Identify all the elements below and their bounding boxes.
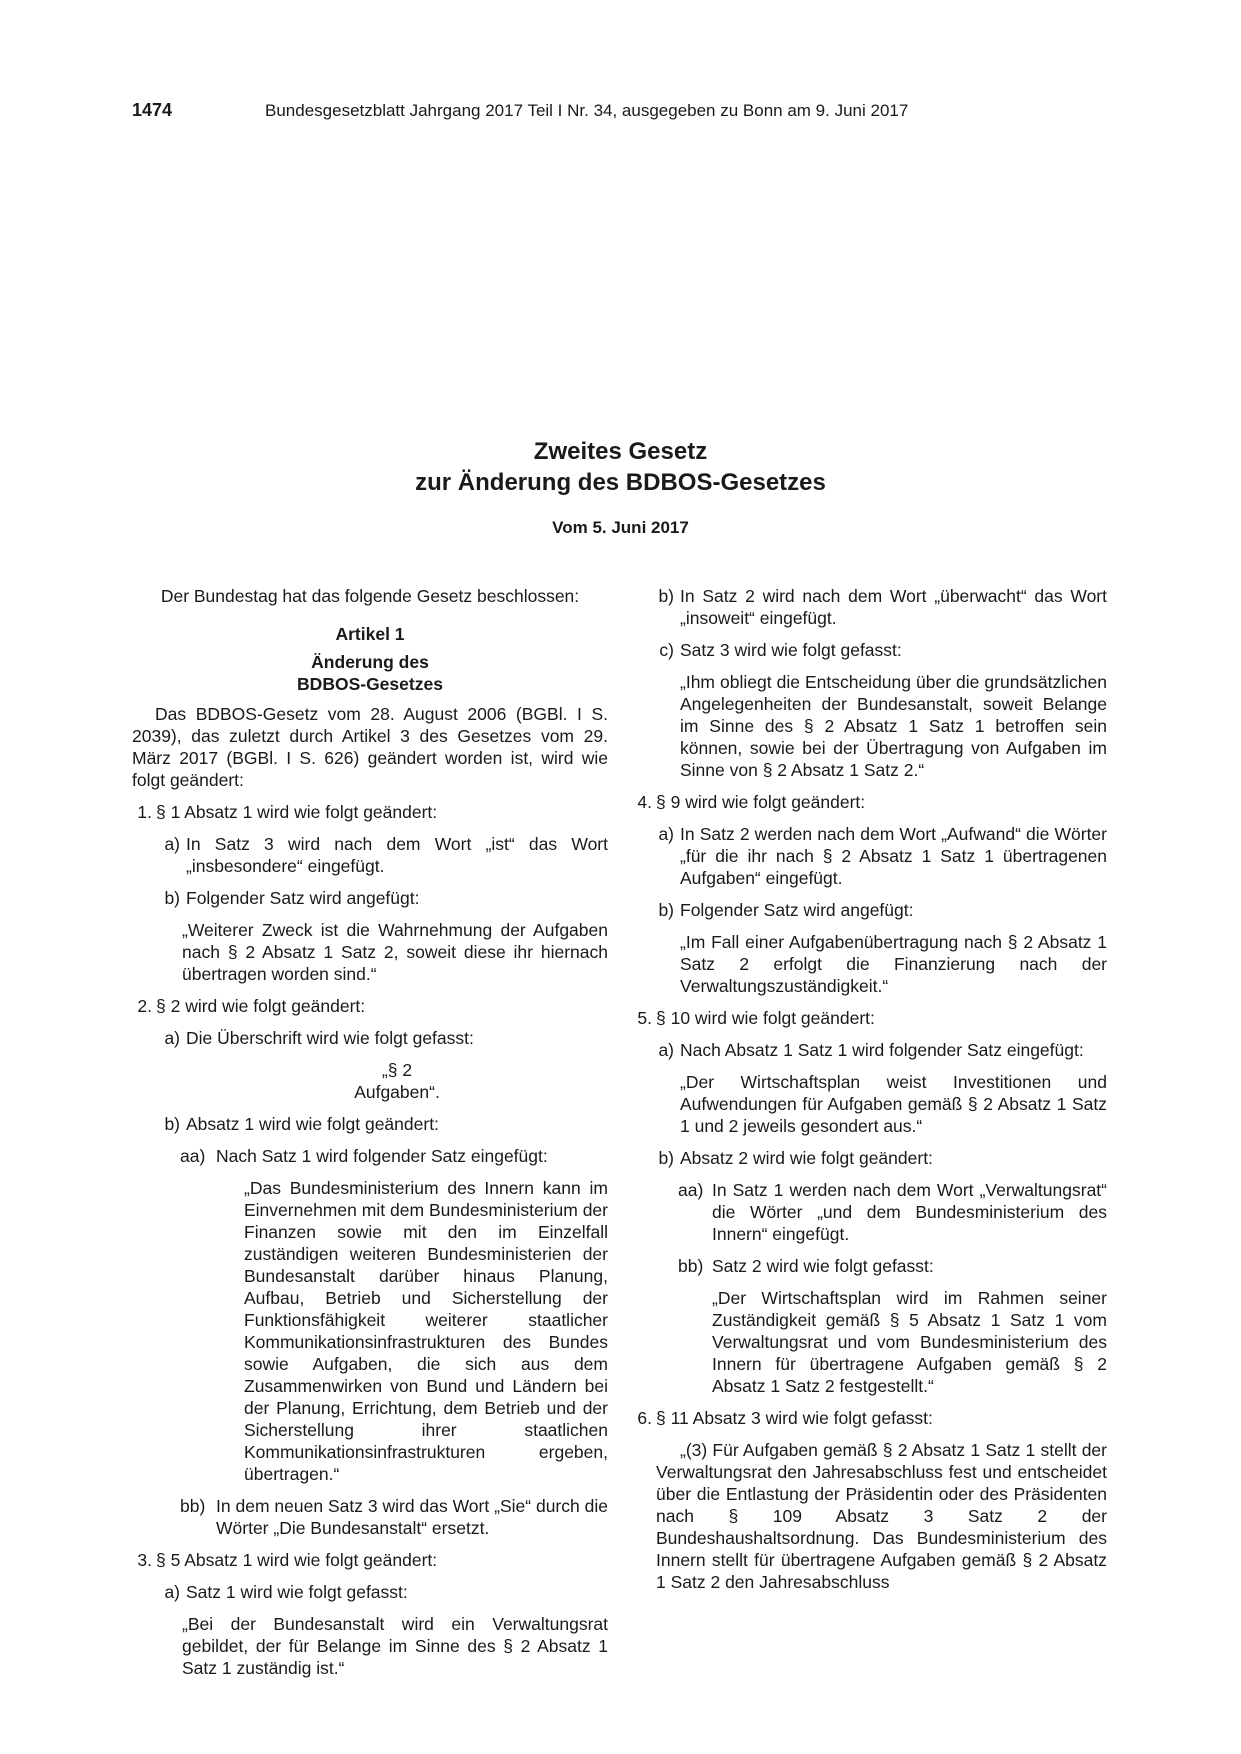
left-column: [132, 585, 608, 1689]
article-number: Artikel 1: [335, 624, 405, 644]
item-label: bb): [678, 1256, 704, 1276]
item-label: aa): [180, 1146, 206, 1166]
quoted-heading-title: Aufgaben“.: [354, 1082, 440, 1102]
item-label: 4.: [637, 792, 652, 812]
item-text: § 10 wird wie folgt geändert:: [656, 1008, 875, 1028]
item-label: b): [658, 1148, 674, 1168]
item-text: In dem neuen Satz 3 wird das Wort „Sie“ durch die Wörter „Die Bundesanstalt“ ersetzt.: [216, 1496, 608, 1538]
list-item: [632, 1007, 1107, 1029]
quoted-text: „(3) Für Aufgaben gemäß § 2 Absatz 1 Satz 1 stellt der Verwaltungsrat den Jahresabschluss fest und entscheidet über die Entlastung der Präsidentin oder des Präsidenten nach § 109 Absatz 3 Satz 2 der Bundeshaushaltsordnung. Das Bundesministerium des Innern stellt für übertragene Aufgaben gemäß § 2 Absatz 1 Satz 2 den Jahresabschluss: [656, 1440, 1107, 1592]
item-label: 6.: [637, 1408, 652, 1428]
list-item: [132, 1549, 608, 1571]
list-item: [132, 1581, 608, 1603]
quoted-text: „Im Fall einer Aufgabenübertragung nach § 2 Absatz 1 Satz 2 erfolgt die Finanzierung nach der Verwaltungszuständigkeit.“: [680, 932, 1107, 996]
item-text: In Satz 2 werden nach dem Wort „Aufwand“ die Wörter „für die ihr nach § 2 Absatz 1 Satz 1 übertragenen Aufgaben“ eingefügt.: [680, 824, 1107, 888]
list-item: [132, 833, 608, 877]
item-label: 5.: [637, 1008, 652, 1028]
item-label: b): [658, 586, 674, 606]
list-item: [632, 639, 1107, 661]
item-text: § 1 Absatz 1 wird wie folgt geändert:: [156, 802, 438, 822]
list-item: [132, 1027, 608, 1049]
item-label: aa): [678, 1180, 704, 1200]
item-label: b): [658, 900, 674, 920]
item-text: In Satz 1 werden nach dem Wort „Verwaltungsrat“ die Wörter „und dem Bundesministerium des Innern“ eingefügt.: [712, 1180, 1107, 1244]
item-text: Nach Absatz 1 Satz 1 wird folgender Satz eingefügt:: [680, 1040, 1084, 1060]
item-text: Absatz 1 wird wie folgt geändert:: [186, 1114, 439, 1134]
item-label: b): [164, 1114, 180, 1134]
list-item: [632, 823, 1107, 889]
item-text: In Satz 2 wird nach dem Wort „überwacht“ das Wort „insoweit“ eingefügt.: [680, 586, 1107, 628]
item-text: In Satz 3 wird nach dem Wort „ist“ das Wort „insbesondere“ eingefügt.: [186, 834, 608, 876]
item-text: § 2 wird wie folgt geändert:: [156, 996, 366, 1016]
item-text: § 5 Absatz 1 wird wie folgt geändert:: [156, 1550, 438, 1570]
item-label: b): [164, 888, 180, 908]
list-item: [632, 1179, 1107, 1245]
list-item: [132, 887, 608, 909]
item-label: c): [659, 640, 674, 660]
item-label: a): [658, 1040, 674, 1060]
page-number: 1474: [132, 100, 173, 120]
item-text: Folgender Satz wird angefügt:: [186, 888, 420, 908]
law-date: Vom 5. Juni 2017: [552, 518, 689, 537]
list-item: [632, 1407, 1107, 1429]
item-text: Folgender Satz wird angefügt:: [680, 900, 914, 920]
enactment-clause: Der Bundestag hat das folgende Gesetz beschlossen:: [160, 586, 580, 606]
law-title-line2: zur Änderung des BDBOS-Gesetzes: [415, 469, 826, 496]
list-item: [132, 1145, 608, 1167]
page-header: [132, 100, 1112, 128]
list-item: [632, 1039, 1107, 1061]
quoted-text: „Der Wirtschaftsplan weist Investitionen und Aufwendungen für Aufgaben gemäß § 2 Absatz 1 Satz 1 und 2 jeweils gesondert aus.“: [680, 1072, 1107, 1136]
list-item: [132, 995, 608, 1017]
article-title-line1: Änderung des: [311, 652, 429, 672]
article-title-line2: BDBOS-Gesetzes: [297, 674, 443, 694]
item-label: a): [164, 1582, 180, 1602]
article-preamble: Das BDBOS-Gesetz vom 28. August 2006 (BGBl. I S. 2039), das zuletzt durch Artikel 3 des Gesetzes vom 29. März 2017 (BGBl. I S. 626) geändert worden ist, wird wie folgt geändert:: [132, 704, 608, 790]
item-text: Absatz 2 wird wie folgt geändert:: [680, 1148, 933, 1168]
quoted-heading-number: „§ 2: [381, 1060, 413, 1080]
running-title: Bundesgesetzblatt Jahrgang 2017 Teil I Nr. 34, ausgegeben zu Bonn am 9. Juni 2017: [265, 101, 909, 120]
item-text: Satz 3 wird wie folgt gefasst:: [680, 640, 902, 660]
item-label: 1.: [137, 802, 152, 822]
quoted-text: „Weiterer Zweck ist die Wahrnehmung der Aufgaben nach § 2 Absatz 1 Satz 2, soweit diese ihr hiernach übertragen worden sind.“: [182, 920, 608, 984]
item-text: Satz 2 wird wie folgt gefasst:: [712, 1256, 934, 1276]
quoted-text: „Der Wirtschaftsplan wird im Rahmen seiner Zuständigkeit gemäß § 5 Absatz 1 Satz 1 vom Verwaltungsrat und vom Bundesministerium des Innern für übertragene Aufgaben gemäß § 2 Absatz 1 Satz 2 festgestellt.“: [712, 1288, 1107, 1396]
item-text: § 11 Absatz 3 wird wie folgt gefasst:: [656, 1408, 933, 1428]
item-text: Nach Satz 1 wird folgender Satz eingefügt:: [216, 1146, 548, 1166]
item-text: Die Überschrift wird wie folgt gefasst:: [186, 1028, 474, 1048]
right-column: [632, 585, 1107, 1603]
list-item: [632, 1255, 1107, 1277]
item-label: 2.: [137, 996, 152, 1016]
list-item: [632, 791, 1107, 813]
list-item: [132, 801, 608, 823]
item-text: Satz 1 wird wie folgt gefasst:: [186, 1582, 408, 1602]
item-text: § 9 wird wie folgt geändert:: [656, 792, 866, 812]
quoted-text: „Das Bundesministerium des Innern kann im Einvernehmen mit dem Bundesministerium der Finanzen sowie mit den im Einzelfall zuständigen weiteren Bundesministerien der Bundesanstalt darüber hinaus Planung, Aufbau, Betrieb und Sicherstellung der Funktionsfähigkeit weiterer staatlicher Kommunikationsinfrastrukturen des Bundes sowie Aufgaben, die sich aus dem Zusammenwirken von Bund und Ländern bei der Planung, Errichtung, dem Betrieb und der Sicherstellung ihrer staatlichen Kommunikationsinfrastrukturen ergeben, übertragen.“: [244, 1178, 608, 1484]
list-item: [632, 1147, 1107, 1169]
list-item: [632, 585, 1107, 629]
list-item: [132, 1495, 608, 1539]
law-title-line1: Zweites Gesetz: [533, 438, 708, 465]
item-label: a): [164, 834, 180, 854]
item-label: a): [164, 1028, 180, 1048]
quoted-text: „Bei der Bundesanstalt wird ein Verwaltungsrat gebildet, der für Belange im Sinne des § 2 Absatz 1 Satz 1 zuständig ist.“: [182, 1614, 608, 1678]
list-item: [132, 1113, 608, 1135]
item-label: 3.: [137, 1550, 152, 1570]
item-label: bb): [180, 1496, 206, 1516]
list-item: [632, 899, 1107, 921]
quoted-text: „Ihm obliegt die Entscheidung über die grundsätzlichen Angelegenheiten der Bundesanstalt, soweit Belange im Sinne des § 2 Absatz 1 Satz 1 betroffen sein können, sowie bei der Übertragung von Aufgaben im Sinne von § 2 Absatz 1 Satz 2.“: [680, 672, 1107, 780]
item-label: a): [658, 824, 674, 844]
